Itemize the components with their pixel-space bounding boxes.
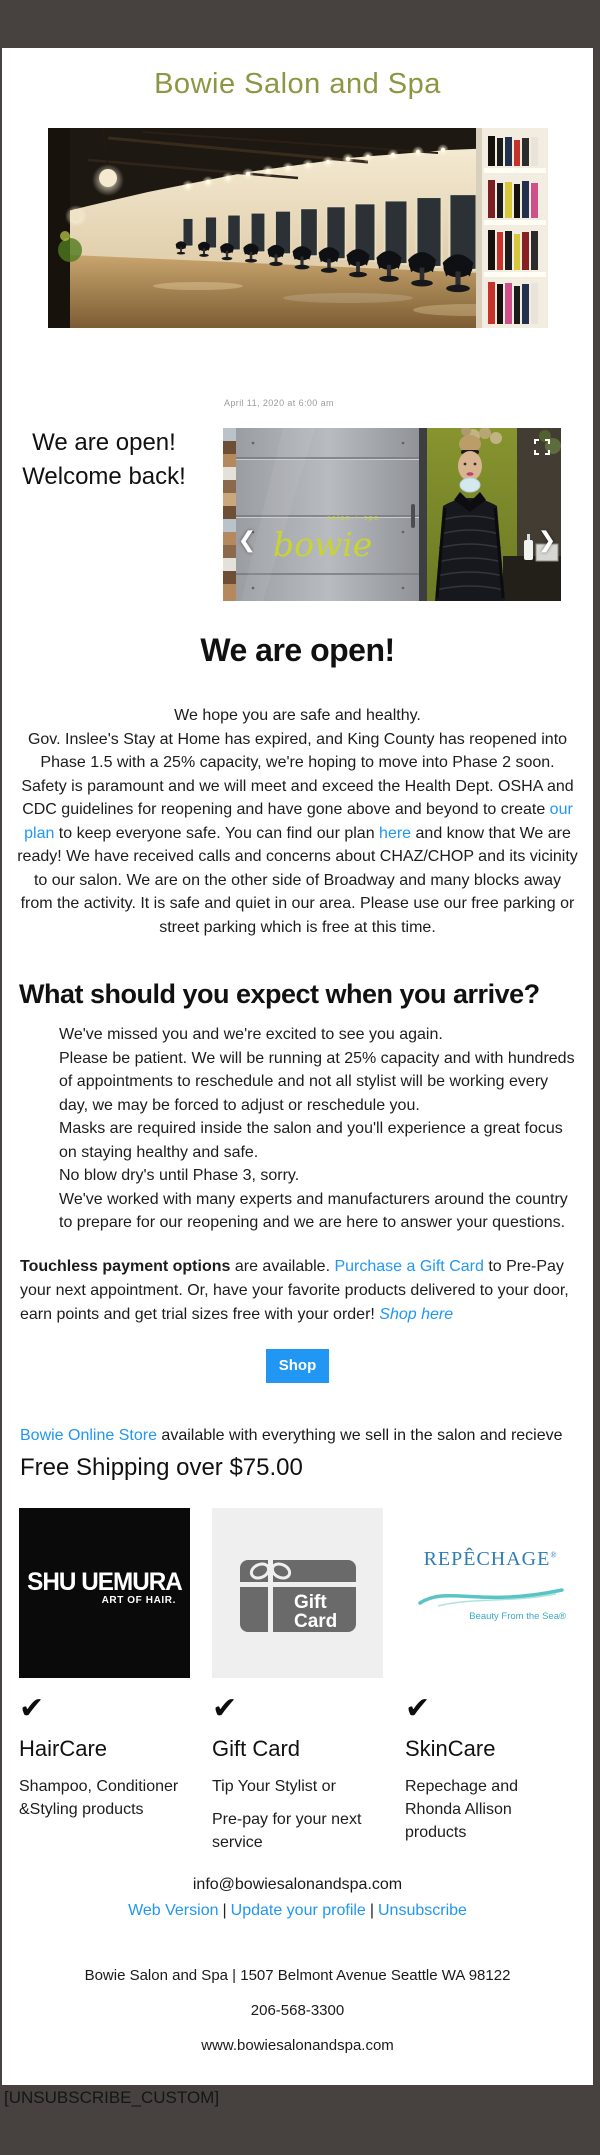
intro-body-2: to keep everyone safe. You can find our plan xyxy=(54,824,380,842)
purchase-gift-card-link[interactable]: Purchase a Gift Card xyxy=(334,1257,484,1275)
storefront-photo-illustration xyxy=(223,428,561,601)
check-icon: ✔ xyxy=(19,1690,45,1726)
chevron-left-icon: ❮ xyxy=(237,528,257,553)
online-store-line xyxy=(20,1425,587,1447)
check-icon: ✔ xyxy=(212,1690,238,1726)
shop-button[interactable]: Shop xyxy=(266,1349,330,1383)
expect-item: We've worked with many experts and manufacturers around the country to prepare for our reopening and we are here to answer your questions. xyxy=(59,1190,568,1231)
expect-item: Masks are required inside the salon and you'll experience a great focus on staying healthy and safe. xyxy=(59,1120,563,1161)
chevron-right-icon: ❯ xyxy=(537,528,557,553)
repechage-image[interactable] xyxy=(405,1508,576,1678)
wave-icon xyxy=(416,1581,566,1609)
footer-phone: 206-568-3300 xyxy=(250,2001,345,2019)
expand-icon xyxy=(533,438,551,456)
touchless-text-1: are available. xyxy=(230,1257,335,1275)
carousel-section xyxy=(2,328,593,601)
product-column-haircare xyxy=(19,1508,190,1854)
intro-line-1: We hope you are safe and healthy. xyxy=(174,707,421,724)
check-icon: ✔ xyxy=(405,1690,431,1726)
salon-hero-image xyxy=(48,128,548,328)
expect-item: No blow dry's until Phase 3, sorry. xyxy=(59,1167,300,1184)
gift-card-image[interactable] xyxy=(212,1508,383,1678)
touchless-text-2: to Pre-Pay your next appointment. Or, have your favorite products delivered to your door, earn points and get trial sizes free with your order! xyxy=(20,1257,569,1323)
shop-here-link[interactable]: Shop here xyxy=(379,1305,454,1323)
email-body xyxy=(2,48,593,2085)
registered-mark: ® xyxy=(550,1549,558,1559)
salon-hero-illustration xyxy=(48,128,548,328)
expect-item: We've missed you and we're excited to see you again. xyxy=(59,1026,443,1043)
shu-uemura-sub-logo: ART OF HAIR. xyxy=(101,1594,176,1606)
product-title-skincare: SkinCare xyxy=(405,1735,496,1761)
separator: | xyxy=(222,1901,227,1919)
online-store-link[interactable]: Bowie Online Store xyxy=(20,1426,157,1444)
product-title-haircare: HairCare xyxy=(19,1735,108,1761)
footer-links xyxy=(2,1900,593,1922)
shop-button-row xyxy=(2,1349,593,1383)
touchless-paragraph xyxy=(20,1255,579,1327)
carousel-prev-button[interactable] xyxy=(237,526,257,556)
product-desc-text: Shampoo, Conditioner &Styling products xyxy=(19,1777,179,1818)
footer-address: Bowie Salon and Spa | 1507 Belmont Avenue Seattle WA 98122 xyxy=(84,1966,511,1984)
product-desc-text: Repechage and Rhonda Allison products xyxy=(405,1777,518,1841)
tile-strip xyxy=(223,428,236,601)
web-version-link[interactable]: Web Version xyxy=(128,1901,219,1919)
separator: | xyxy=(369,1901,374,1919)
touchless-bold: Touchless payment options xyxy=(20,1257,231,1275)
product-columns xyxy=(19,1508,593,1854)
expect-list xyxy=(59,1023,581,1235)
product-desc-text: Pre-pay for your next service xyxy=(212,1810,362,1851)
update-profile-link[interactable]: Update your profile xyxy=(230,1901,366,1919)
expand-button[interactable] xyxy=(533,438,551,456)
bowie-logo: bowie xyxy=(273,525,373,564)
unsubscribe-merge-tag: [UNSUBSCRIBE_CUSTOM] xyxy=(4,2088,220,2107)
welcome-line-1: We are open! xyxy=(32,429,176,456)
expect-heading: What should you expect when you arrive? xyxy=(19,979,540,1009)
bowie-logo-tagline: salon + spa xyxy=(327,515,380,522)
page-title: Bowie Salon and Spa xyxy=(154,68,441,100)
welcome-message xyxy=(22,426,186,494)
footer-email: info@bowiesalonandspa.com xyxy=(192,1875,403,1893)
open-heading: We are open! xyxy=(200,632,395,668)
retail-shelf xyxy=(476,128,548,328)
welcome-line-2: Welcome back! xyxy=(22,463,186,490)
gift-card-icon-label-1: Gift xyxy=(293,1591,327,1613)
intro-paragraph xyxy=(16,704,579,939)
free-shipping-text: Free Shipping over $75.00 xyxy=(20,1453,303,1481)
footer-website: www.bowiesalonandspa.com xyxy=(201,2036,394,2054)
expect-item: Please be patient. We will be running at 25% capacity and with hundreds of appointments to reschedule and not all stylist will be working every day, we may be forced to adjust or reschedule you. xyxy=(59,1049,575,1114)
shu-uemura-image[interactable] xyxy=(19,1508,190,1678)
repechage-tagline: Beauty From the Sea® xyxy=(469,1610,566,1622)
product-desc-haircare xyxy=(19,1775,190,1821)
product-desc-text: Tip Your Stylist or xyxy=(212,1777,336,1795)
here-link[interactable]: here xyxy=(379,824,412,842)
online-store-text: available with everything we sell in the salon and recieve xyxy=(156,1426,563,1444)
carousel-next-button[interactable] xyxy=(537,526,557,556)
intro-body-3: and know that We are ready! We have received calls and concerns about CHAZ/CHOP and its vicinity to our salon. We are on the other side of Broadway and many blocks away from the activity. It is safe and quiet in our area. Please use our free parking or street parking which is free at this time. xyxy=(17,824,578,936)
product-desc-giftcard xyxy=(212,1775,383,1854)
gift-card-icon-label-2: Card xyxy=(293,1610,337,1632)
repechage-logo: REPÊCHAGE® xyxy=(423,1547,558,1570)
carousel-date: April 11, 2020 at 6:00 am xyxy=(224,398,334,408)
product-desc-skincare xyxy=(405,1775,576,1844)
carousel-photo[interactable] xyxy=(223,428,561,601)
intro-body: Gov. Inslee's Stay at Home has expired, and King County has reopened into Phase 1.5 with a 25% capacity, we're hoping to move into Phase 2 soon. Safety is paramount and we will meet and exceed the Health Dept. OSHA and CDC guidelines for reopening and have gone above and beyond to create xyxy=(21,730,574,818)
unsubscribe-link[interactable]: Unsubscribe xyxy=(377,1901,467,1919)
product-column-skincare xyxy=(405,1508,576,1854)
our-plan-link[interactable]: our plan xyxy=(24,801,573,842)
product-column-giftcard xyxy=(212,1508,383,1854)
gift-card-icon xyxy=(238,1550,358,1634)
shu-uemura-logo: SHU UEMURA xyxy=(27,1567,182,1596)
product-title-giftcard: Gift Card xyxy=(212,1735,301,1761)
